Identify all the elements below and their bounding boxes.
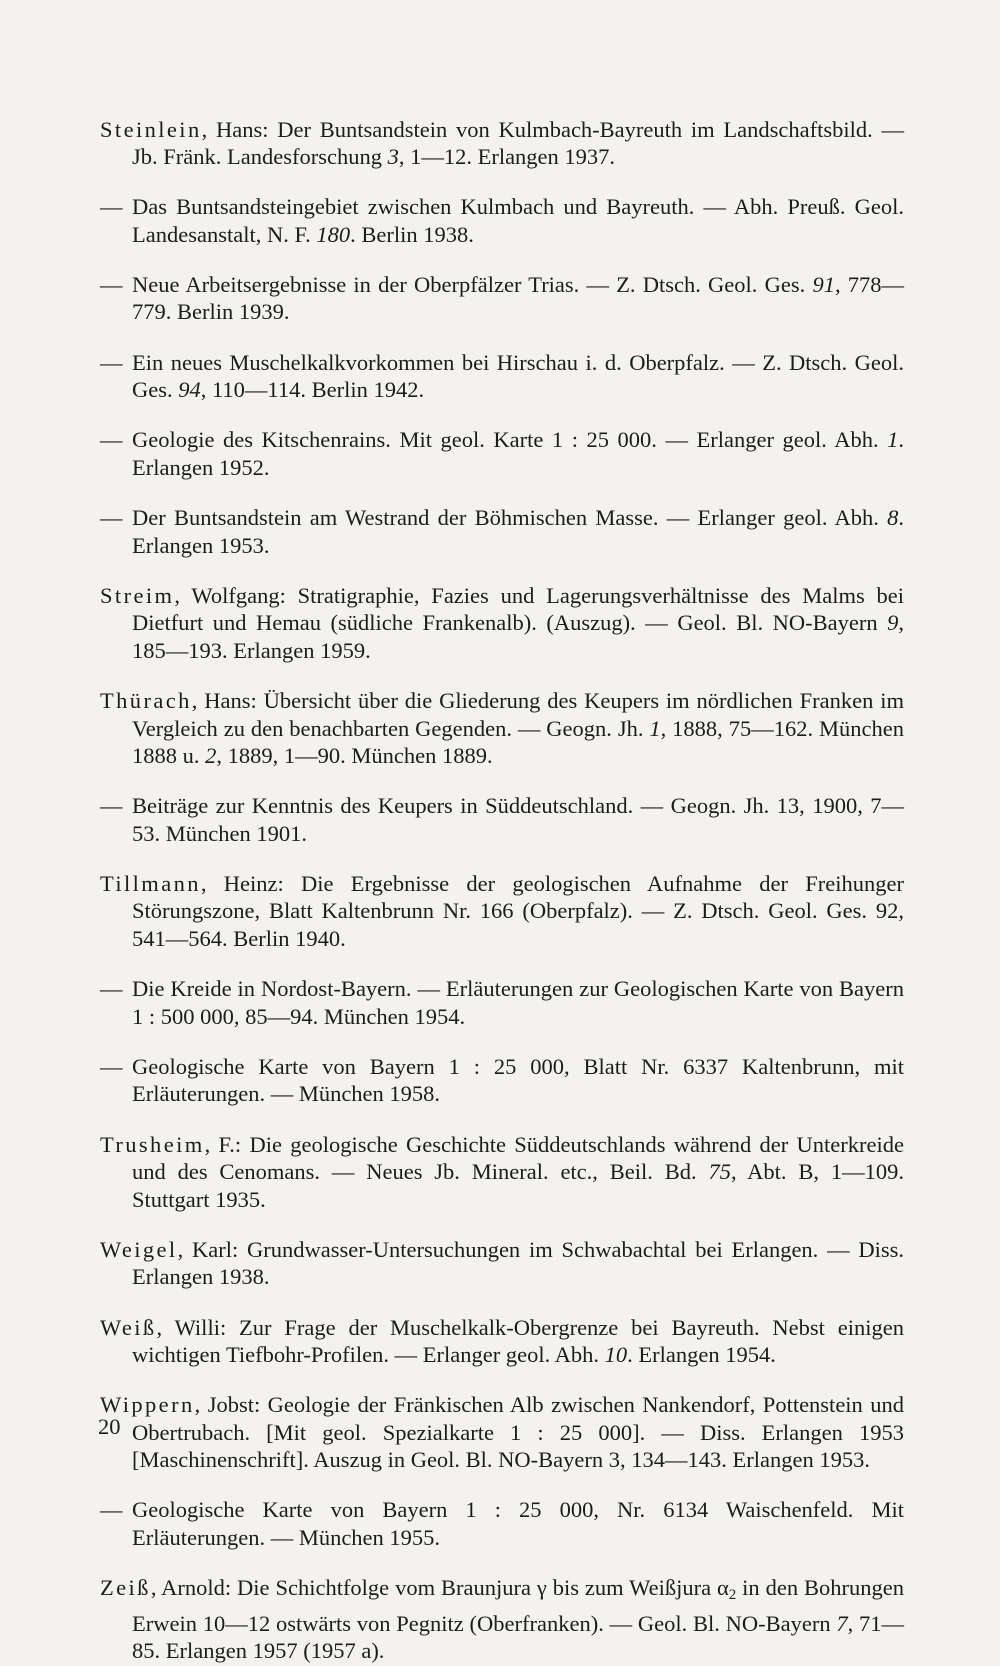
entry-dash: —	[100, 793, 123, 819]
bibliography-entry	[100, 271, 904, 326]
bibliography-entry	[100, 1131, 904, 1214]
entry-author: Wippern	[100, 1392, 195, 1418]
entry-author: Weigel	[100, 1236, 178, 1262]
bibliography-entry	[100, 193, 904, 248]
entry-volume: 91	[812, 271, 835, 297]
entry-text: , 71—85. Erlangen 1957 (1957 a).	[132, 1610, 904, 1664]
entry-volume: 2	[205, 743, 217, 769]
entry-text: Neue Arbeitsergebnisse in der Oberpfälzer Trias. — Z. Dtsch. Geol. Ges.	[132, 271, 813, 297]
bibliography-entry	[100, 1314, 904, 1369]
bibliography-entry	[100, 687, 904, 770]
entry-dash: —	[100, 1497, 123, 1523]
entry-dash: —	[100, 1053, 123, 1079]
entry-text: , 1888, 75—162. München 1888 u.	[132, 715, 905, 769]
entry-author: Weiß	[100, 1314, 157, 1340]
entry-text: . Erlangen 1952.	[132, 427, 904, 480]
entry-text: . Berlin 1938.	[350, 221, 474, 247]
entry-subscript: 2	[728, 1587, 737, 1604]
entry-author: Zeiß	[100, 1575, 151, 1601]
entry-dash: —	[100, 427, 123, 453]
entry-text: . Erlangen 1953.	[132, 504, 904, 558]
entry-text: , Heinz: Die Ergebnisse der geologischen Aufnahme der Freihunger Störungszone, Blatt Kaltenbrunn Nr. 166 (Oberpfalz). — Z. Dtsch. Geol. Ges. 92, 541—564. Berlin 1940.	[132, 870, 904, 952]
entry-text: Der Buntsandstein am Westrand der Böhmischen Masse. — Erlanger geol. Abh.	[132, 504, 888, 530]
entry-text: , 185—193. Erlangen 1959.	[132, 610, 904, 663]
entry-author: Steinlein	[100, 116, 202, 142]
entry-volume: 10	[604, 1342, 628, 1368]
entry-volume: 180	[316, 221, 351, 247]
entry-volume: 1	[649, 715, 661, 741]
entry-text: , Willi: Zur Frage der Muschelkalk-Obergrenze bei Bayreuth. Nebst einigen wichtigen Tiefbohr-Profilen. — Erlanger geol. Abh.	[132, 1314, 904, 1368]
entry-author: Streim	[100, 582, 175, 608]
entry-text: Ein neues Muschelkalkvorkommen bei Hirschau i. d. Oberpfalz. — Z. Dtsch. Geol. Ges.	[132, 349, 904, 403]
bibliography-list	[100, 93, 904, 1666]
entry-text: , 1—12. Erlangen 1937.	[398, 144, 616, 170]
entry-volume: 75	[708, 1159, 731, 1185]
entry-volume: 7	[836, 1610, 848, 1636]
entry-author: Trusheim	[100, 1131, 205, 1157]
entry-text: , 110—114. Berlin 1942.	[200, 377, 425, 403]
bibliography-entry	[100, 1236, 904, 1291]
entry-author: Tillmann	[100, 870, 201, 896]
entry-text: , Jobst: Geologie der Fränkischen Alb zwischen Nankendorf, Pottenstein und Obertrubach. [Mit geol. Spezialkarte 1 : 25 000]. — Diss. Erlangen 1953 [Maschinenschrift]. Auszug in Geol. Bl. NO-Bayern 3, 134—143. Erlangen 1953.	[132, 1392, 904, 1473]
entry-volume: 8	[887, 504, 899, 530]
entry-dash: —	[100, 271, 123, 297]
entry-text: , Karl: Grundwasser-Untersuchungen im Schwabachtal bei Erlangen. — Diss. Erlangen 1938.	[132, 1236, 904, 1290]
entry-dash: —	[100, 976, 123, 1002]
entry-volume: 3	[387, 144, 399, 170]
bibliography-entry	[100, 870, 904, 953]
entry-author: Thürach	[100, 687, 192, 713]
bibliography-entry	[100, 1496, 904, 1551]
entry-volume: 9	[887, 610, 899, 636]
bibliography-entry	[100, 1053, 904, 1108]
bibliography-entry	[100, 349, 904, 404]
bibliography-entry	[100, 426, 904, 481]
entry-text: , 1889, 1—90. München 1889.	[216, 743, 493, 769]
entry-text: , 778—779. Berlin 1939.	[132, 271, 905, 325]
entry-dash: —	[100, 194, 123, 220]
entry-text: Geologie des Kitschenrains. Mit geol. Karte 1 : 25 000. — Erlanger geol. Abh.	[132, 427, 888, 453]
entry-text: . Erlangen 1954.	[627, 1342, 776, 1368]
entry-text: , Abt. B, 1—109. Stuttgart 1935.	[132, 1159, 904, 1212]
entry-text: Geologische Karte von Bayern 1 : 25 000, Blatt Nr. 6337 Kaltenbrunn, mit Erläuterungen. — München 1958.	[132, 1053, 904, 1107]
entry-text: , F.: Die geologische Geschichte Süddeutschlands während der Unterkreide und des Cenomans. — Neues Jb. Mineral. etc., Beil. Bd.	[132, 1131, 904, 1185]
entry-text: in den Bohrungen Erwein 10—12 ostwärts von Pegnitz (Oberfranken). — Geol. Bl. NO-Bayern	[132, 1575, 904, 1636]
page-number: 20	[98, 1414, 121, 1439]
bibliography-entry	[100, 792, 904, 847]
bibliography-entry	[100, 1391, 904, 1474]
entry-volume: 94	[178, 377, 201, 403]
entry-text: Das Buntsandsteingebiet zwischen Kulmbach und Bayreuth. — Abh. Preuß. Geol. Landesanstalt, N. F.	[132, 194, 904, 247]
bibliography-entry	[100, 975, 904, 1030]
entry-text: , Hans: Der Buntsandstein von Kulmbach-Bayreuth im Landschaftsbild. — Jb. Fränk. Landesforschung	[132, 116, 904, 170]
bibliography-entry	[100, 1574, 904, 1665]
entry-text: , Wolfgang: Stratigraphie, Fazies und Lagerungsverhältnisse des Malms bei Dietfurt und Hemau (südliche Frankenalb). (Auszug). — Geol. Bl. NO-Bayern	[132, 582, 904, 636]
entry-dash: —	[100, 349, 123, 375]
bibliography-entry	[100, 504, 904, 559]
entry-text: , Arnold: Die Schichtfolge vom Braunjura γ bis zum Weißjura α	[150, 1575, 729, 1601]
entry-text: , Hans: Übersicht über die Gliederung des Keupers im nördlichen Franken im Vergleich zu den benachbarten Gegenden. — Geogn. Jh.	[132, 687, 904, 741]
entry-dash: —	[100, 504, 123, 530]
entry-text: Beiträge zur Kenntnis des Keupers in Süddeutschland. — Geogn. Jh. 13, 1900, 7—53. München 1901.	[132, 793, 904, 846]
entry-text: Die Kreide in Nordost-Bayern. — Erläuterungen zur Geologischen Karte von Bayern 1 : 500 000, 85—94. München 1954.	[132, 976, 904, 1029]
entry-text: Geologische Karte von Bayern 1 : 25 000, Nr. 6134 Waischenfeld. Mit Erläuterungen. — München 1955.	[132, 1497, 904, 1551]
bibliography-entry	[100, 116, 904, 171]
entry-volume: 1	[887, 427, 899, 453]
bibliography-entry	[100, 582, 904, 665]
